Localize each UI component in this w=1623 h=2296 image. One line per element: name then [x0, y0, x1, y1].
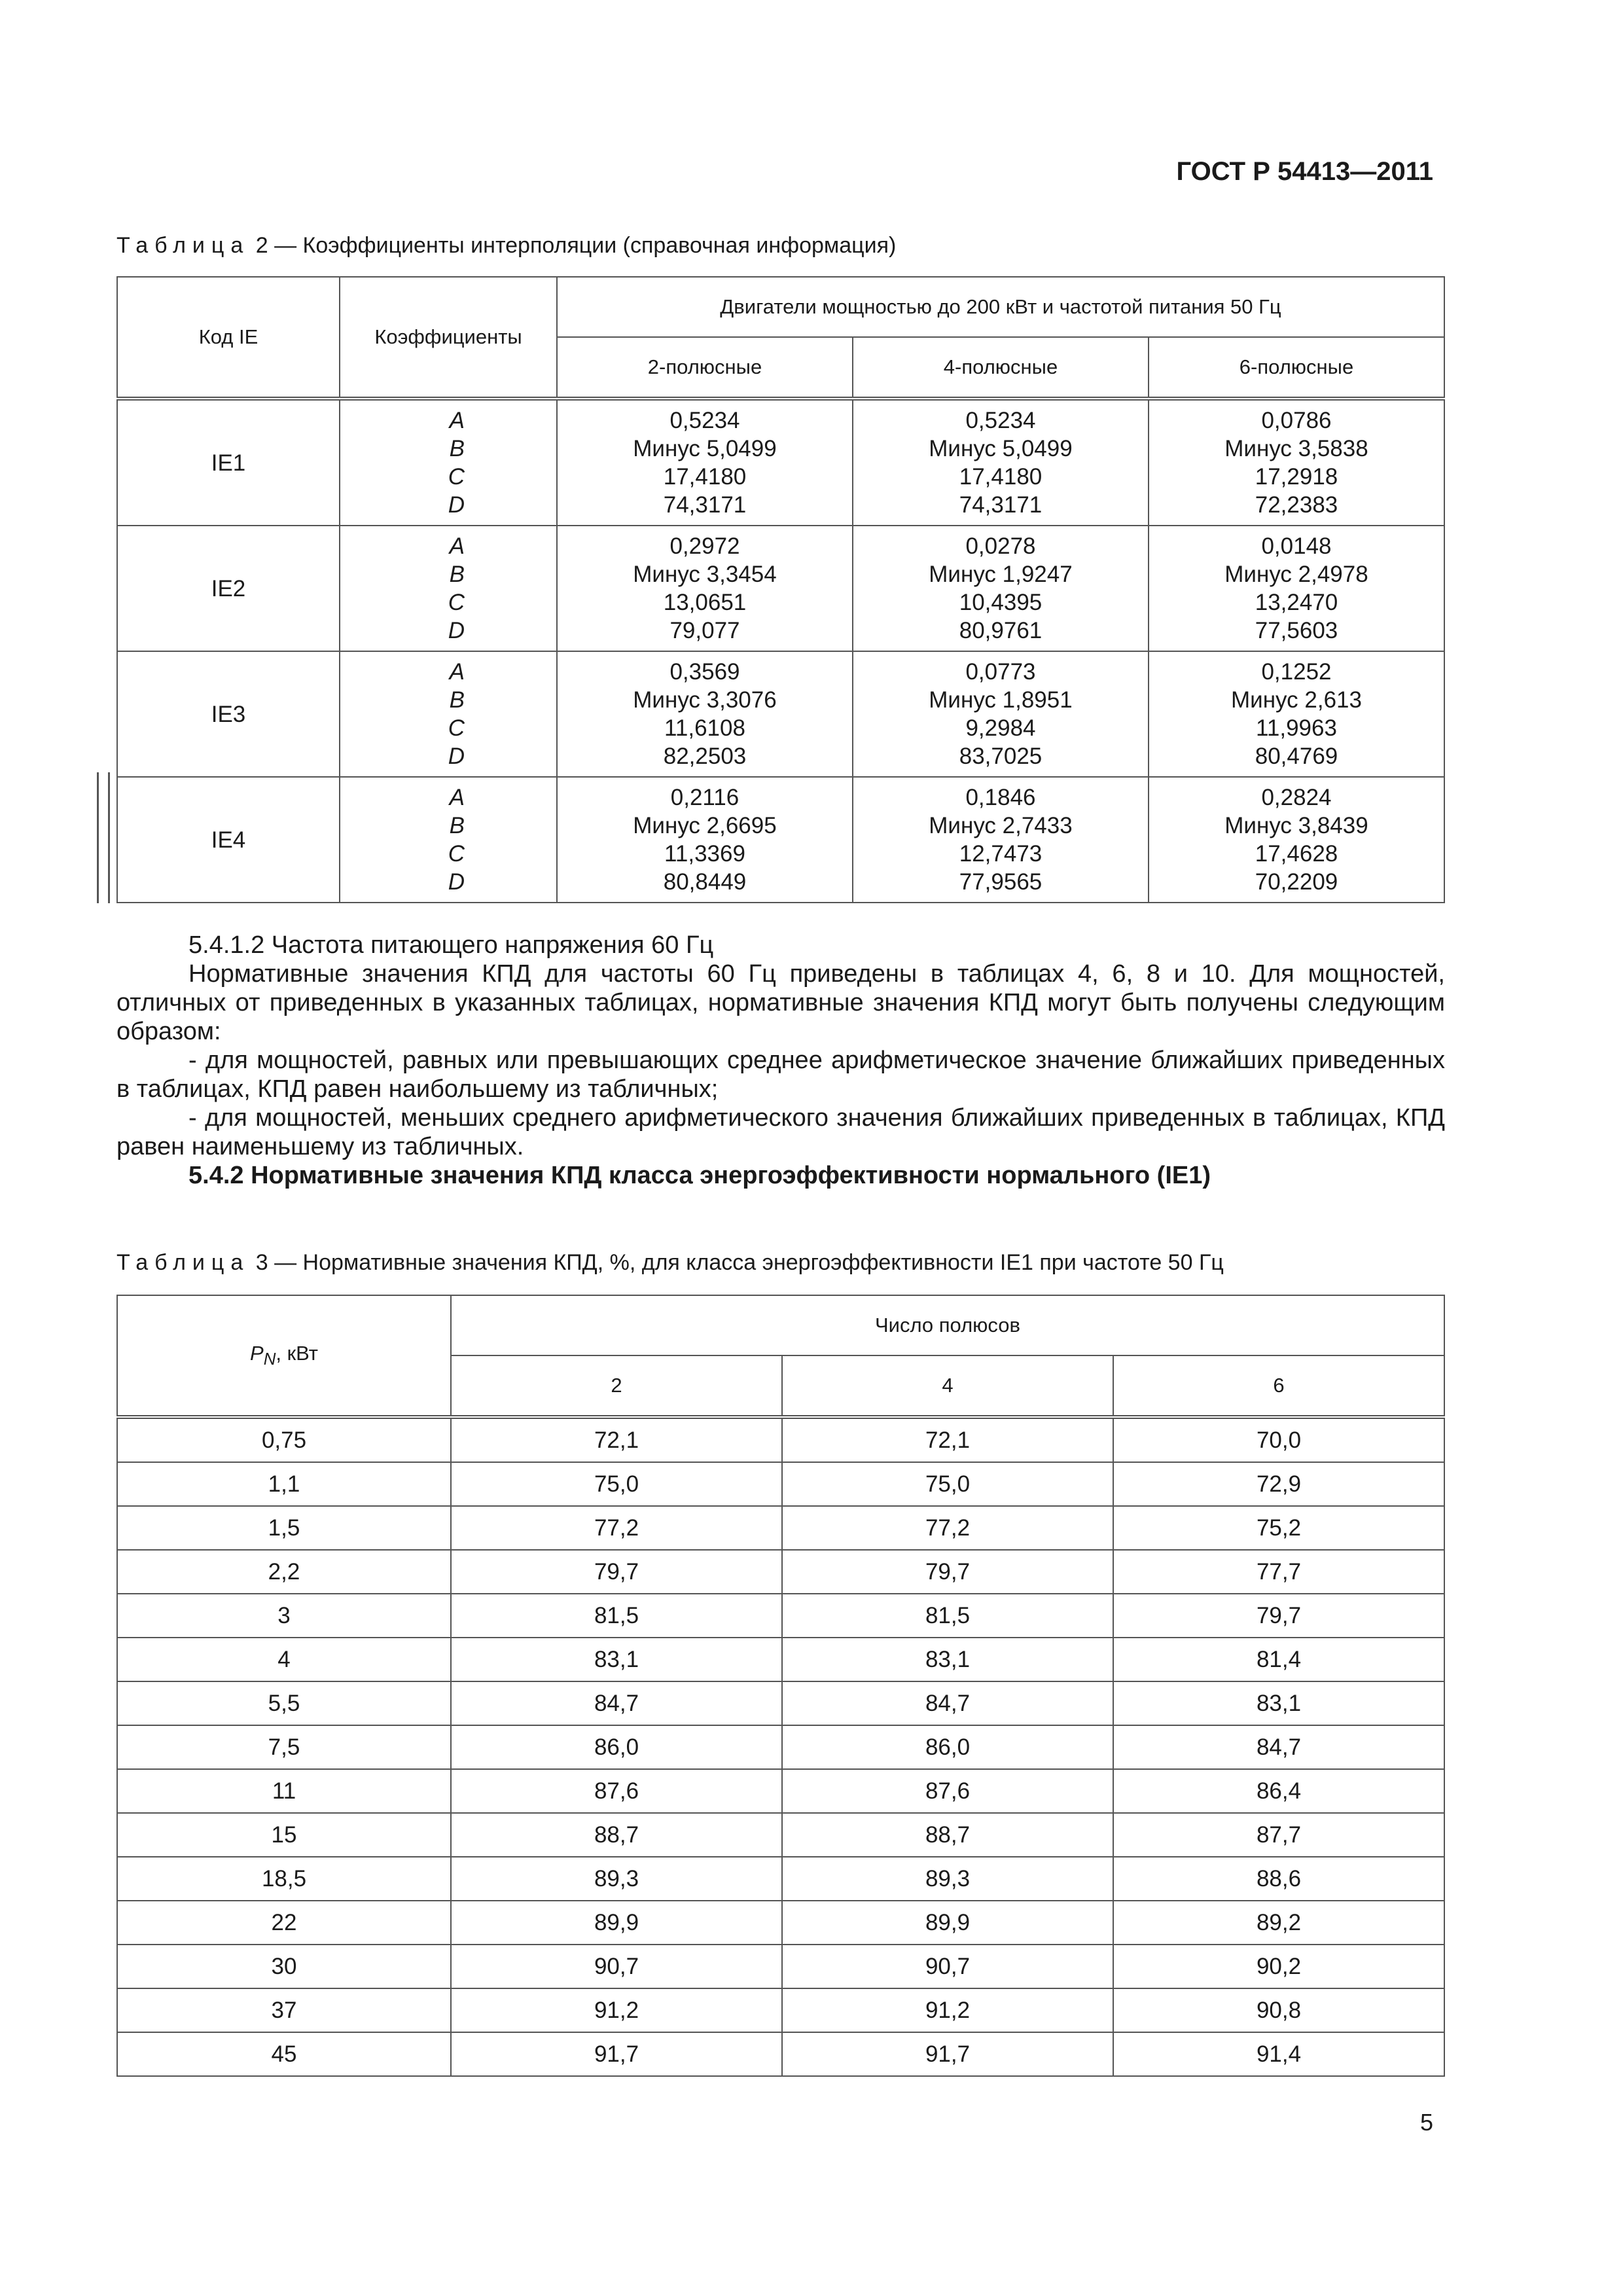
cell-2pole: 75,0: [451, 1462, 782, 1506]
cell-6pole: 0,2824 Минус 3,8439 17,4628 70,2209: [1149, 777, 1444, 903]
cell-code: IE4: [117, 777, 340, 903]
cell-power: 1,5: [117, 1506, 451, 1550]
cell-2pole: 0,2116 Минус 2,6695 11,3369 80,8449: [557, 777, 853, 903]
cell-6pole: 0,0148 Минус 2,4978 13,2470 77,5603: [1149, 526, 1444, 651]
cell-code: IE1: [117, 399, 340, 526]
cell-coefficients: A B C D: [340, 651, 557, 777]
cell-2pole: 0,2972 Минус 3,3454 13,0651 79,077: [557, 526, 853, 651]
cell-6pole: 83,1: [1113, 1681, 1444, 1725]
cell-power: 4: [117, 1638, 451, 1681]
table-interpolation-coefficients: [116, 276, 1445, 903]
power-subscript: N: [263, 1350, 276, 1369]
table-row: [117, 526, 1444, 651]
paragraph-subclause: 5.4.1.2 Частота питающего напряжения 60 Гц: [188, 931, 714, 959]
cell-2pole: 91,7: [451, 2032, 782, 2076]
table-row: [117, 1813, 1444, 1857]
cell-4pole: 0,0773 Минус 1,8951 9,2984 83,7025: [853, 651, 1149, 777]
cell-6pole: 81,4: [1113, 1638, 1444, 1681]
cell-2pole: 89,3: [451, 1857, 782, 1901]
cell-2pole: 86,0: [451, 1725, 782, 1769]
cell-power: 2,2: [117, 1550, 451, 1594]
table-row: [117, 1681, 1444, 1725]
cell-6pole: 91,4: [1113, 2032, 1444, 2076]
table3-caption: [116, 1250, 1224, 1276]
cell-power: 3: [117, 1594, 451, 1638]
cell-6pole: 0,0786 Минус 3,5838 17,2918 72,2383: [1149, 399, 1444, 526]
table3-caption-label: Таблица: [116, 1250, 250, 1275]
cell-4pole: 0,1846 Минус 2,7433 12,7473 77,9565: [853, 777, 1149, 903]
cell-4pole: 87,6: [782, 1769, 1113, 1813]
cell-2pole: 79,7: [451, 1550, 782, 1594]
cell-2pole: 87,6: [451, 1769, 782, 1813]
table3-caption-text: 3 — Нормативные значения КПД, %, для класса энергоэффективности IE1 при частоте 50 Гц: [249, 1250, 1224, 1275]
cell-power: 45: [117, 2032, 451, 2076]
cell-6pole: 0,1252 Минус 2,613 11,9963 80,4769: [1149, 651, 1444, 777]
cell-2pole: 88,7: [451, 1813, 782, 1857]
cell-6pole: 87,7: [1113, 1813, 1444, 1857]
cell-4pole: 86,0: [782, 1725, 1113, 1769]
cell-power: 11: [117, 1769, 451, 1813]
cell-4pole: 90,7: [782, 1945, 1113, 1988]
cell-6pole: 79,7: [1113, 1594, 1444, 1638]
table-row: [117, 1462, 1444, 1506]
cell-2pole: 0,5234 Минус 5,0499 17,4180 74,3171: [557, 399, 853, 526]
cell-6pole: 90,2: [1113, 1945, 1444, 1988]
table-row: [117, 2032, 1444, 2076]
cell-4pole: 91,2: [782, 1988, 1113, 2032]
section-heading: 5.4.2 Нормативные значения КПД класса энергоэффективности нормального (IE1): [188, 1162, 1211, 1189]
cell-6pole: 86,4: [1113, 1769, 1444, 1813]
table-row: [117, 1725, 1444, 1769]
cell-6pole: 88,6: [1113, 1857, 1444, 1901]
cell-power: 0,75: [117, 1417, 451, 1462]
change-bar-marks: [97, 772, 110, 903]
cell-coefficients: A B C D: [340, 777, 557, 903]
cell-6pole: 89,2: [1113, 1901, 1444, 1945]
cell-power: 37: [117, 1988, 451, 2032]
cell-2pole: 72,1: [451, 1417, 782, 1462]
cell-coefficients: A B C D: [340, 399, 557, 526]
col-header-power: [117, 1295, 451, 1417]
table2-caption-text: 2 — Коэффициенты интерполяции (справочная информация): [249, 233, 897, 258]
cell-4pole: 89,3: [782, 1857, 1113, 1901]
cell-2pole: 83,1: [451, 1638, 782, 1681]
col-header-4pole: 4-полюсные: [853, 337, 1149, 399]
paragraph-list-item-2: - для мощностей, меньших среднего арифметического значения ближайших приведенных в таблицах, КПД равен наименьшему из табличных.: [116, 1104, 1445, 1160]
cell-4pole: 0,0278 Минус 1,9247 10,4395 80,9761: [853, 526, 1149, 651]
table2-caption-label: Таблица: [116, 233, 250, 258]
cell-power: 30: [117, 1945, 451, 1988]
col-header-poles: Число полюсов: [451, 1295, 1444, 1355]
cell-4pole: 77,2: [782, 1506, 1113, 1550]
paragraph-list-item-1: - для мощностей, равных или превышающих среднее арифметическое значение ближайших приведенных в таблицах, КПД равен наибольшему из табличных;: [116, 1047, 1445, 1103]
table-row: [117, 1417, 1444, 1462]
cell-4pole: 89,9: [782, 1901, 1113, 1945]
cell-6pole: 70,0: [1113, 1417, 1444, 1462]
paragraph-normative: Нормативные значения КПД для частоты 60 Гц приведены в таблицах 4, 6, 8 и 10. Для мощностей, отличных от приведенных в указанных таблицах, нормативные значения КПД могут быть получены следующим образом:: [116, 960, 1445, 1045]
table-row: [117, 777, 1444, 903]
cell-6pole: 75,2: [1113, 1506, 1444, 1550]
col-header-2: 2: [451, 1355, 782, 1417]
table-row: [117, 399, 1444, 526]
col-header-group: Двигатели мощностью до 200 кВт и частотой питания 50 Гц: [557, 277, 1444, 337]
col-header-4: 4: [782, 1355, 1113, 1417]
table-row: [117, 1769, 1444, 1813]
cell-4pole: 0,5234 Минус 5,0499 17,4180 74,3171: [853, 399, 1149, 526]
cell-4pole: 75,0: [782, 1462, 1113, 1506]
cell-power: 5,5: [117, 1681, 451, 1725]
col-header-6: 6: [1113, 1355, 1444, 1417]
col-header-coefficients: Коэффициенты: [340, 277, 557, 399]
cell-4pole: 79,7: [782, 1550, 1113, 1594]
cell-6pole: 77,7: [1113, 1550, 1444, 1594]
cell-4pole: 84,7: [782, 1681, 1113, 1725]
table-row: [117, 1988, 1444, 2032]
cell-coefficients: A B C D: [340, 526, 557, 651]
table-row: [117, 1901, 1444, 1945]
table-row: [117, 1638, 1444, 1681]
cell-2pole: 90,7: [451, 1945, 782, 1988]
cell-6pole: 84,7: [1113, 1725, 1444, 1769]
cell-4pole: 88,7: [782, 1813, 1113, 1857]
power-unit: , кВт: [276, 1341, 318, 1365]
cell-6pole: 90,8: [1113, 1988, 1444, 2032]
cell-power: 7,5: [117, 1725, 451, 1769]
page-number: 5: [1419, 2109, 1433, 2136]
col-header-6pole: 6-полюсные: [1149, 337, 1444, 399]
cell-power: 22: [117, 1901, 451, 1945]
cell-power: 1,1: [117, 1462, 451, 1506]
document-header: ГОСТ Р 54413—2011: [1176, 157, 1433, 186]
cell-4pole: 72,1: [782, 1417, 1113, 1462]
table-row: [117, 1945, 1444, 1988]
cell-power: 15: [117, 1813, 451, 1857]
table2-caption: [116, 233, 896, 259]
table-row: [117, 1550, 1444, 1594]
cell-power: 18,5: [117, 1857, 451, 1901]
cell-2pole: 0,3569 Минус 3,3076 11,6108 82,2503: [557, 651, 853, 777]
cell-code: IE3: [117, 651, 340, 777]
table-ie1-efficiency: [116, 1295, 1445, 2077]
cell-4pole: 91,7: [782, 2032, 1113, 2076]
cell-4pole: 83,1: [782, 1638, 1113, 1681]
table-row: [117, 1857, 1444, 1901]
body-text: [116, 931, 1445, 1190]
cell-4pole: 81,5: [782, 1594, 1113, 1638]
table-row: [117, 1594, 1444, 1638]
cell-2pole: 91,2: [451, 1988, 782, 2032]
cell-code: IE2: [117, 526, 340, 651]
cell-2pole: 81,5: [451, 1594, 782, 1638]
cell-6pole: 72,9: [1113, 1462, 1444, 1506]
cell-2pole: 77,2: [451, 1506, 782, 1550]
table-row: [117, 1506, 1444, 1550]
power-symbol: P: [250, 1341, 264, 1365]
col-header-2pole: 2-полюсные: [557, 337, 853, 399]
col-header-code: Код IE: [117, 277, 340, 399]
cell-2pole: 89,9: [451, 1901, 782, 1945]
cell-2pole: 84,7: [451, 1681, 782, 1725]
table-row: [117, 651, 1444, 777]
